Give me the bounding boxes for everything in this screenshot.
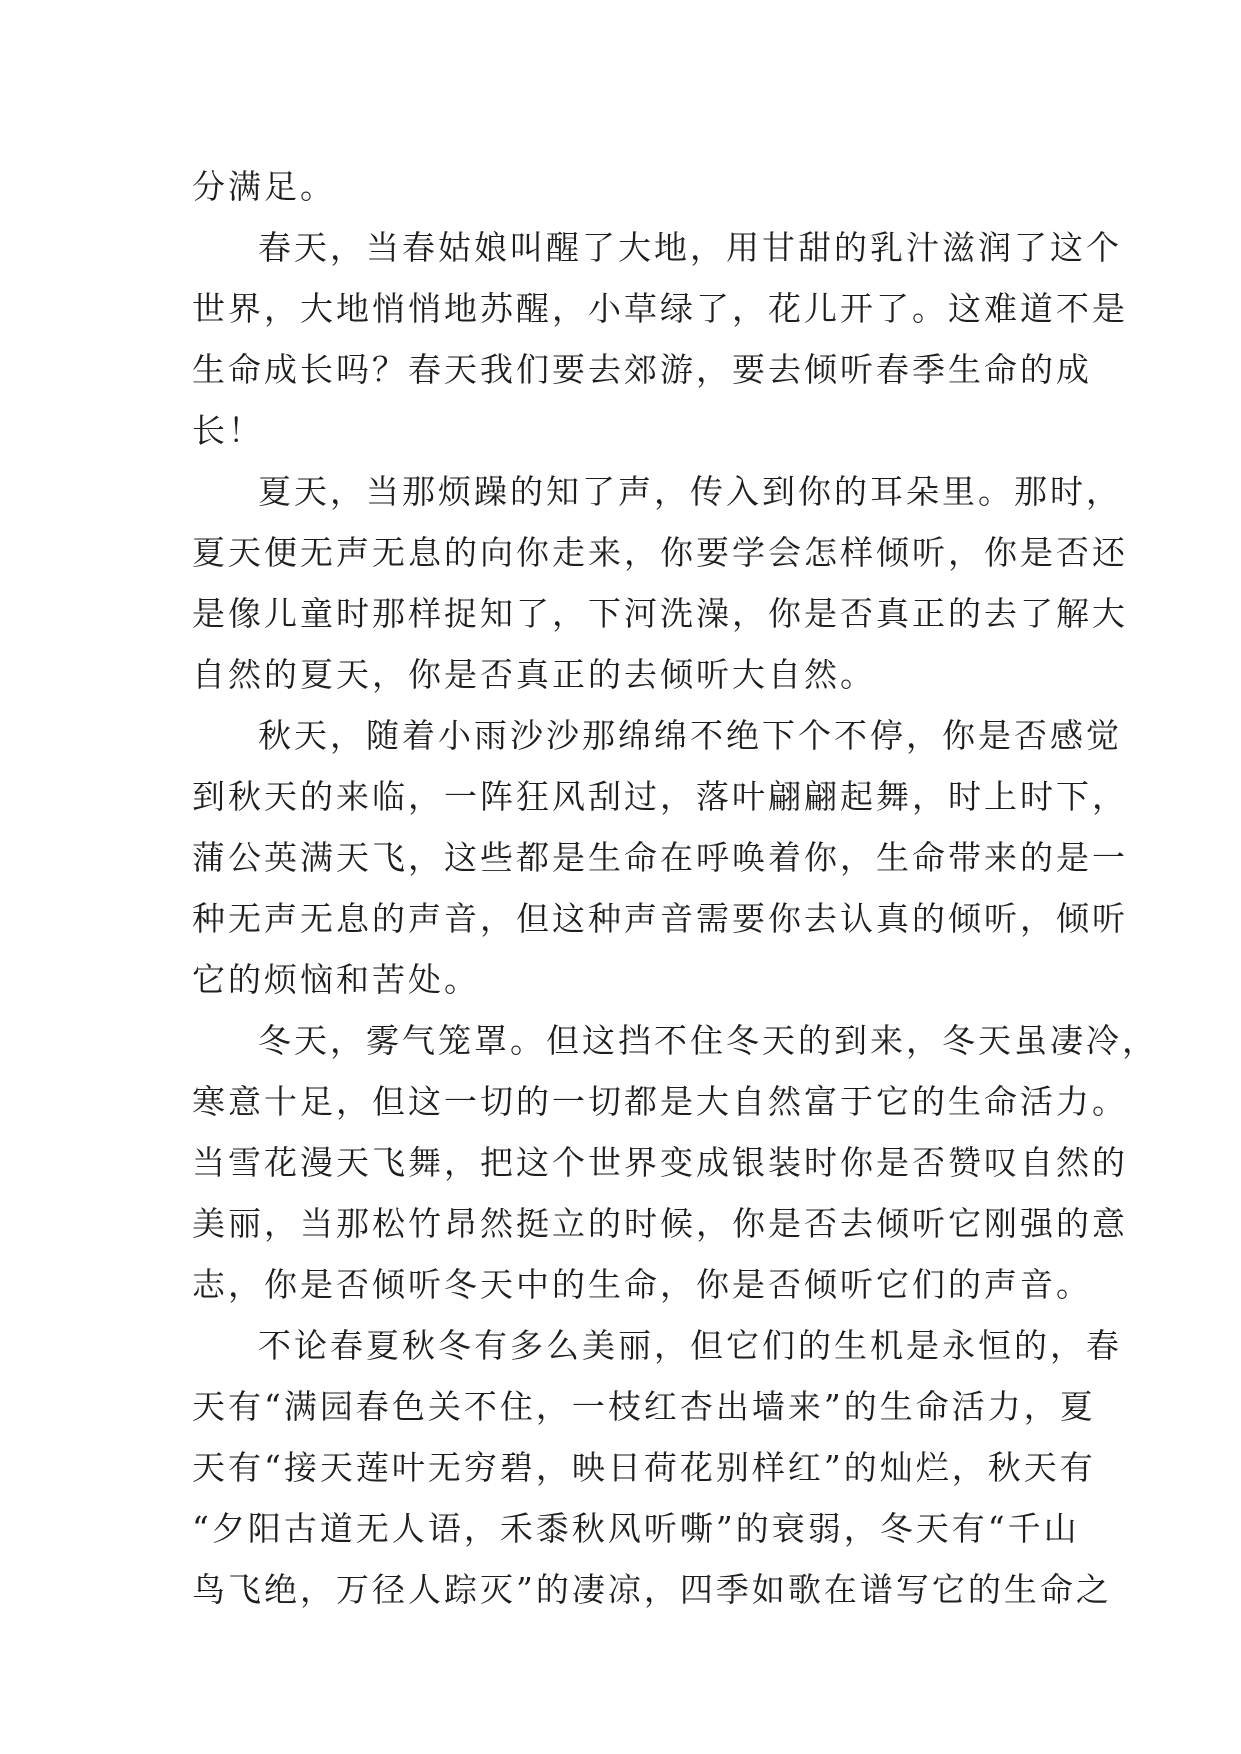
text-line: 鸟飞绝，万径人踪灭”的凄凉，四季如歌在谱写它的生命之 xyxy=(192,1570,1112,1609)
text-line: 到秋天的来临，一阵狂风刮过，落叶翩翩起舞，时上时下， xyxy=(192,777,1128,816)
paragraph-start-line: 春天，当春姑娘叫醒了大地，用甘甜的乳汁滋润了这个 xyxy=(258,228,1122,267)
text-line: 寒意十足，但这一切的一切都是大自然富于它的生命活力。 xyxy=(192,1082,1128,1121)
paragraph-start-line: 夏天，当那烦躁的知了声，传入到你的耳朵里。那时， xyxy=(258,472,1122,511)
text-line: “夕阳古道无人语，禾黍秋风听嘶”的衰弱，冬天有“千山 xyxy=(192,1509,1080,1548)
text-line: 它的烦恼和苦处。 xyxy=(192,960,480,999)
text-line: 天有“接天莲叶无穷碧，映日荷花别样红”的灿烂，秋天有 xyxy=(192,1448,1096,1487)
paragraph-start-line: 冬天，雾气笼罩。但这挡不住冬天的到来，冬天虽凄冷， xyxy=(258,1021,1158,1060)
text-line: 自然的夏天，你是否真正的去倾听大自然。 xyxy=(192,655,876,694)
essay-body xyxy=(192,156,1158,1620)
text-line: 天有“满园春色关不住，一枝红杏出墙来”的生命活力，夏 xyxy=(192,1387,1096,1426)
text-line: 美丽，当那松竹昂然挺立的时候，你是否去倾听它刚强的意 xyxy=(192,1204,1128,1243)
text-line: 种无声无息的声音，但这种声音需要你去认真的倾听，倾听 xyxy=(192,899,1128,938)
text-line: 当雪花漫天飞舞，把这个世界变成银装时你是否赞叹自然的 xyxy=(192,1143,1128,1182)
text-line: 世界，大地悄悄地苏醒，小草绿了，花儿开了。这难道不是 xyxy=(192,289,1128,328)
text-line: 生命成长吗？春天我们要去郊游，要去倾听春季生命的成 xyxy=(192,350,1092,389)
text-line: 是像儿童时那样捉知了，下河洗澡，你是否真正的去了解大 xyxy=(192,594,1128,633)
text-line: 长！ xyxy=(192,411,264,450)
paragraph-start-line: 秋天，随着小雨沙沙那绵绵不绝下个不停，你是否感觉 xyxy=(258,716,1122,755)
paragraph-start-line: 不论春夏秋冬有多么美丽，但它们的生机是永恒的，春 xyxy=(258,1326,1122,1365)
text-line: 蒲公英满天飞，这些都是生命在呼唤着你，生命带来的是一 xyxy=(192,838,1128,877)
text-line: 志，你是否倾听冬天中的生命，你是否倾听它们的声音。 xyxy=(192,1265,1092,1304)
text-line: 夏天便无声无息的向你走来，你要学会怎样倾听，你是否还 xyxy=(192,533,1128,572)
text-line: 分满足。 xyxy=(192,167,336,206)
